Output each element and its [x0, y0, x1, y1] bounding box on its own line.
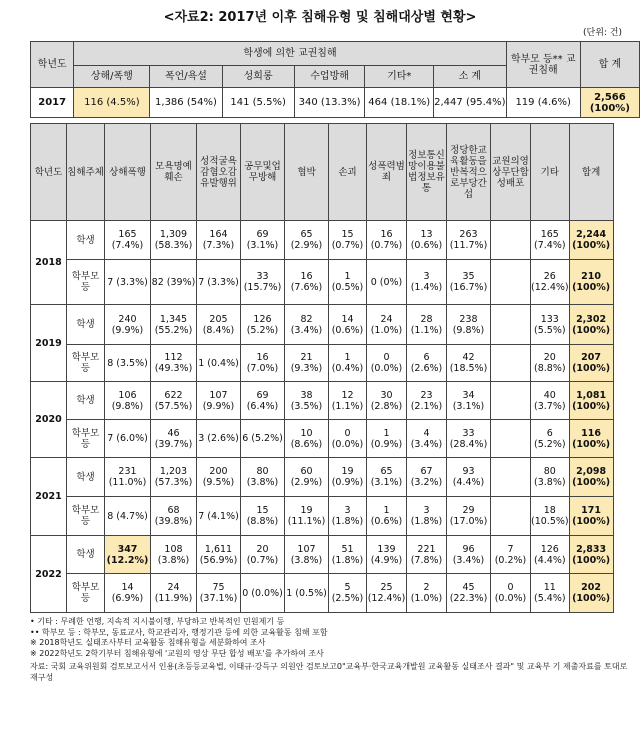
- year-cell: 2019: [31, 305, 67, 382]
- table-row: [31, 458, 614, 497]
- total-cell: 1,081 (100%): [569, 382, 613, 420]
- value-cell: 75 (37.1%): [197, 574, 241, 613]
- value-cell: 25 (12.4%): [367, 574, 407, 613]
- subject-cell: 학부모 등: [67, 260, 105, 305]
- value-cell: 69 (3.1%): [241, 221, 285, 260]
- value-cell: 45 (22.3%): [447, 574, 491, 613]
- value-cell: 80 (3.8%): [531, 458, 570, 497]
- main-col-header: 합계: [569, 124, 613, 221]
- col-year-header: 학년도: [31, 42, 74, 88]
- value-cell: 7 (3.3%): [105, 260, 151, 305]
- value-cell: 93 (4.4%): [447, 458, 491, 497]
- table-row: [31, 382, 614, 420]
- value-cell: 126 (4.4%): [531, 536, 570, 574]
- value-cell: 80 (3.8%): [241, 458, 285, 497]
- main-col-header: 모욕명예훼손: [151, 124, 197, 221]
- value-cell: 200 (9.5%): [197, 458, 241, 497]
- value-cell: [491, 497, 531, 536]
- value-cell: 164 (7.3%): [197, 221, 241, 260]
- value-cell: 139 (4.9%): [367, 536, 407, 574]
- total-cell: 2,098 (100%): [569, 458, 613, 497]
- value-cell: 96 (3.4%): [447, 536, 491, 574]
- table-2017: [30, 41, 640, 118]
- main-col-header: 정당한교육활동을반복적으로부당간섭: [447, 124, 491, 221]
- value-cell: 68 (39.8%): [151, 497, 197, 536]
- main-col-header: 정보통신망이용불법정보유통: [407, 124, 447, 221]
- value-cell: 7 (3.3%): [197, 260, 241, 305]
- value-cell: 34 (3.1%): [447, 382, 491, 420]
- value-cell: 7 (6.0%): [105, 420, 151, 458]
- total-cell: 202 (100%): [569, 574, 613, 613]
- value-cell: 67 (3.2%): [407, 458, 447, 497]
- main-col-header: 성폭력범죄: [367, 124, 407, 221]
- value-cell: 40 (3.7%): [531, 382, 570, 420]
- value-cell: 1 (0.5%): [329, 260, 367, 305]
- year-cell: 2022: [31, 536, 67, 613]
- value-cell: 14 (6.9%): [105, 574, 151, 613]
- note: •• 학부모 등 : 학부모, 동료교사, 학교관리자, 행정기관 등에 의한 교육활동 침해 포함: [30, 627, 328, 637]
- value-cell: 82 (39%): [151, 260, 197, 305]
- value-cell: 141 (5.5%): [222, 88, 294, 118]
- value-cell: 23 (2.1%): [407, 382, 447, 420]
- value-cell: 6 (2.6%): [407, 345, 447, 382]
- value-cell: 119 (4.6%): [506, 88, 580, 118]
- value-cell: 622 (57.5%): [151, 382, 197, 420]
- table-row: [31, 305, 614, 345]
- col-parent-header: 학부모 등** 교권침해: [506, 42, 580, 88]
- value-cell: 35 (16.7%): [447, 260, 491, 305]
- value-cell: 14 (0.6%): [329, 305, 367, 345]
- value-cell: 20 (0.7%): [241, 536, 285, 574]
- value-cell: 28 (1.1%): [407, 305, 447, 345]
- value-cell: 116 (4.5%): [74, 88, 150, 118]
- main-col-header: 협박: [285, 124, 329, 221]
- value-cell: 0 (0.0%): [491, 574, 531, 613]
- value-cell: 5 (2.5%): [329, 574, 367, 613]
- value-cell: 18 (10.5%): [531, 497, 570, 536]
- value-cell: 69 (6.4%): [241, 382, 285, 420]
- table-main: [30, 123, 614, 613]
- main-col-header: 기타: [531, 124, 570, 221]
- table-row: [31, 574, 614, 613]
- value-cell: 51 (1.8%): [329, 536, 367, 574]
- col-total-header: 합 계: [580, 42, 639, 88]
- value-cell: 107 (3.8%): [285, 536, 329, 574]
- value-cell: 65 (3.1%): [367, 458, 407, 497]
- subject-cell: 학부모 등: [67, 345, 105, 382]
- subject-cell: 학생: [67, 536, 105, 574]
- table-row: [31, 420, 614, 458]
- notes: [30, 617, 630, 659]
- subject-cell: 학부모 등: [67, 420, 105, 458]
- value-cell: 10 (8.6%): [285, 420, 329, 458]
- year-cell: 2021: [31, 458, 67, 536]
- value-cell: 16 (7.0%): [241, 345, 285, 382]
- main-col-header: 학년도: [31, 124, 67, 221]
- value-cell: 33 (28.4%): [447, 420, 491, 458]
- value-cell: 133 (5.5%): [531, 305, 570, 345]
- value-cell: 16 (7.6%): [285, 260, 329, 305]
- value-cell: 15 (0.7%): [329, 221, 367, 260]
- total-cell: 2,302 (100%): [569, 305, 613, 345]
- value-cell: 7 (4.1%): [197, 497, 241, 536]
- total-cell: 210 (100%): [569, 260, 613, 305]
- value-cell: 1 (0.4%): [197, 345, 241, 382]
- col-header: 소 계: [434, 66, 507, 88]
- main-col-header: 침해주체: [67, 124, 105, 221]
- value-cell: 106 (9.8%): [105, 382, 151, 420]
- value-cell: [491, 345, 531, 382]
- subject-cell: 학생: [67, 458, 105, 497]
- total-cell: 171 (100%): [569, 497, 613, 536]
- main-col-header: 손괴: [329, 124, 367, 221]
- value-cell: 6 (5.2%): [531, 420, 570, 458]
- group-student-header: 학생에 의한 교권침해: [74, 42, 506, 66]
- source-note: 자료: 국회 교육위원회 검토보고서서 인용(초등등교육법, 이태규·강득구 의원안 검토보고0"교육부·한국교육개발원 교육활동 실태조사 결과" 및 교육부 기 제출자료를 토대로 재구성: [30, 662, 628, 682]
- value-cell: 107 (9.9%): [197, 382, 241, 420]
- value-cell: 231 (11.0%): [105, 458, 151, 497]
- unit-label: (단위: 건): [583, 28, 622, 38]
- value-cell: 263 (11.7%): [447, 221, 491, 260]
- subject-cell: 학생: [67, 382, 105, 420]
- value-cell: 108 (3.8%): [151, 536, 197, 574]
- value-cell: 24 (1.0%): [367, 305, 407, 345]
- year-cell: 2017: [31, 88, 74, 118]
- value-cell: 38 (3.5%): [285, 382, 329, 420]
- value-cell: 1,345 (55.2%): [151, 305, 197, 345]
- value-cell: 82 (3.4%): [285, 305, 329, 345]
- total-cell: 2,833 (100%): [569, 536, 613, 574]
- total-cell: 116 (100%): [569, 420, 613, 458]
- note: • 기타 : 무례한 언행, 지속적 지시불이행, 부당하고 반복적인 민원제기 등: [30, 617, 285, 626]
- value-cell: 0 (0.0%): [367, 345, 407, 382]
- value-cell: 7 (0.2%): [491, 536, 531, 574]
- value-cell: 21 (9.3%): [285, 345, 329, 382]
- value-cell: 30 (2.8%): [367, 382, 407, 420]
- table-row: [31, 497, 614, 536]
- main-col-header: 교원의영상무단합성배포: [491, 124, 531, 221]
- col-header: 상해/폭행: [74, 66, 150, 88]
- value-cell: [491, 221, 531, 260]
- value-cell: 24 (11.9%): [151, 574, 197, 613]
- table-row: [31, 536, 614, 574]
- value-cell: 1,611 (56.9%): [197, 536, 241, 574]
- value-cell: 8 (4.7%): [105, 497, 151, 536]
- value-cell: [491, 420, 531, 458]
- subject-cell: 학부모 등: [67, 497, 105, 536]
- value-cell: 3 (1.4%): [407, 260, 447, 305]
- value-cell: 42 (18.5%): [447, 345, 491, 382]
- subject-cell: 학생: [67, 305, 105, 345]
- value-cell: 1 (0.6%): [367, 497, 407, 536]
- table-row: [31, 345, 614, 382]
- value-cell: 3 (1.8%): [407, 497, 447, 536]
- value-cell: 4 (3.4%): [407, 420, 447, 458]
- value-cell: 33 (15.7%): [241, 260, 285, 305]
- year-cell: 2018: [31, 221, 67, 305]
- value-cell: 1 (0.9%): [367, 420, 407, 458]
- value-cell: 240 (9.9%): [105, 305, 151, 345]
- value-cell: 2 (1.0%): [407, 574, 447, 613]
- table-row: [31, 221, 614, 260]
- value-cell: 1 (0.5%): [285, 574, 329, 613]
- value-cell: 65 (2.9%): [285, 221, 329, 260]
- value-cell: 29 (17.0%): [447, 497, 491, 536]
- value-cell: 6 (5.2%): [241, 420, 285, 458]
- value-cell: 60 (2.9%): [285, 458, 329, 497]
- value-cell: 19 (11.1%): [285, 497, 329, 536]
- main-col-header: 상해폭행: [105, 124, 151, 221]
- col-header: 수업방해: [294, 66, 365, 88]
- value-cell: 15 (8.8%): [241, 497, 285, 536]
- value-cell: 46 (39.7%): [151, 420, 197, 458]
- value-cell: 3 (2.6%): [197, 420, 241, 458]
- value-cell: 0 (0.0%): [329, 420, 367, 458]
- value-cell: 1,386 (54%): [150, 88, 222, 118]
- value-cell: 1,309 (58.3%): [151, 221, 197, 260]
- value-cell: 340 (13.3%): [294, 88, 365, 118]
- value-cell: 12 (1.1%): [329, 382, 367, 420]
- value-cell: 1 (0.4%): [329, 345, 367, 382]
- value-cell: 347 (12.2%): [105, 536, 151, 574]
- value-cell: 112 (49.3%): [151, 345, 197, 382]
- value-cell: [491, 260, 531, 305]
- value-cell: 2,447 (95.4%): [434, 88, 507, 118]
- note: ※ 2018학년도 실태조사부터 교육활동 침해유형을 세분화하여 조사: [30, 638, 266, 647]
- note: ※ 2022학년도 2학기부터 침해유형에 '교원의 영상 무단 합성 배포'를 추가하여 조사: [30, 648, 324, 658]
- value-cell: 0 (0.0%): [241, 574, 285, 613]
- col-header: 폭언/욕설: [150, 66, 222, 88]
- value-cell: 238 (9.8%): [447, 305, 491, 345]
- table-row: [31, 260, 614, 305]
- value-cell: 13 (0.6%): [407, 221, 447, 260]
- value-cell: 16 (0.7%): [367, 221, 407, 260]
- value-cell: 11 (5.4%): [531, 574, 570, 613]
- value-cell: [491, 382, 531, 420]
- col-header: 성희롱: [222, 66, 294, 88]
- subject-cell: 학생: [67, 221, 105, 260]
- main-col-header: 성적굴욕감혐오감유발행위: [197, 124, 241, 221]
- value-cell: 1,203 (57.3%): [151, 458, 197, 497]
- page-title: <자료2: 2017년 이후 침해유형 및 침해대상별 현황>: [163, 10, 477, 25]
- value-cell: 20 (8.8%): [531, 345, 570, 382]
- value-cell: 126 (5.2%): [241, 305, 285, 345]
- value-cell: 0 (0%): [367, 260, 407, 305]
- total-cell: 2,244 (100%): [569, 221, 613, 260]
- value-cell: 19 (0.9%): [329, 458, 367, 497]
- total-cell: 207 (100%): [569, 345, 613, 382]
- value-cell: 8 (3.5%): [105, 345, 151, 382]
- value-cell: 3 (1.8%): [329, 497, 367, 536]
- value-cell: 205 (8.4%): [197, 305, 241, 345]
- col-header: 기타*: [365, 66, 434, 88]
- value-cell: 26 (12.4%): [531, 260, 570, 305]
- value-cell: [491, 458, 531, 497]
- value-cell: 165 (7.4%): [105, 221, 151, 260]
- value-cell: 221 (7.8%): [407, 536, 447, 574]
- value-cell: 165 (7.4%): [531, 221, 570, 260]
- value-cell: [491, 305, 531, 345]
- main-col-header: 공무및업무방해: [241, 124, 285, 221]
- year-cell: 2020: [31, 382, 67, 458]
- subject-cell: 학부모 등: [67, 574, 105, 613]
- total-cell: 2,566 (100%): [580, 88, 639, 118]
- value-cell: 464 (18.1%): [365, 88, 434, 118]
